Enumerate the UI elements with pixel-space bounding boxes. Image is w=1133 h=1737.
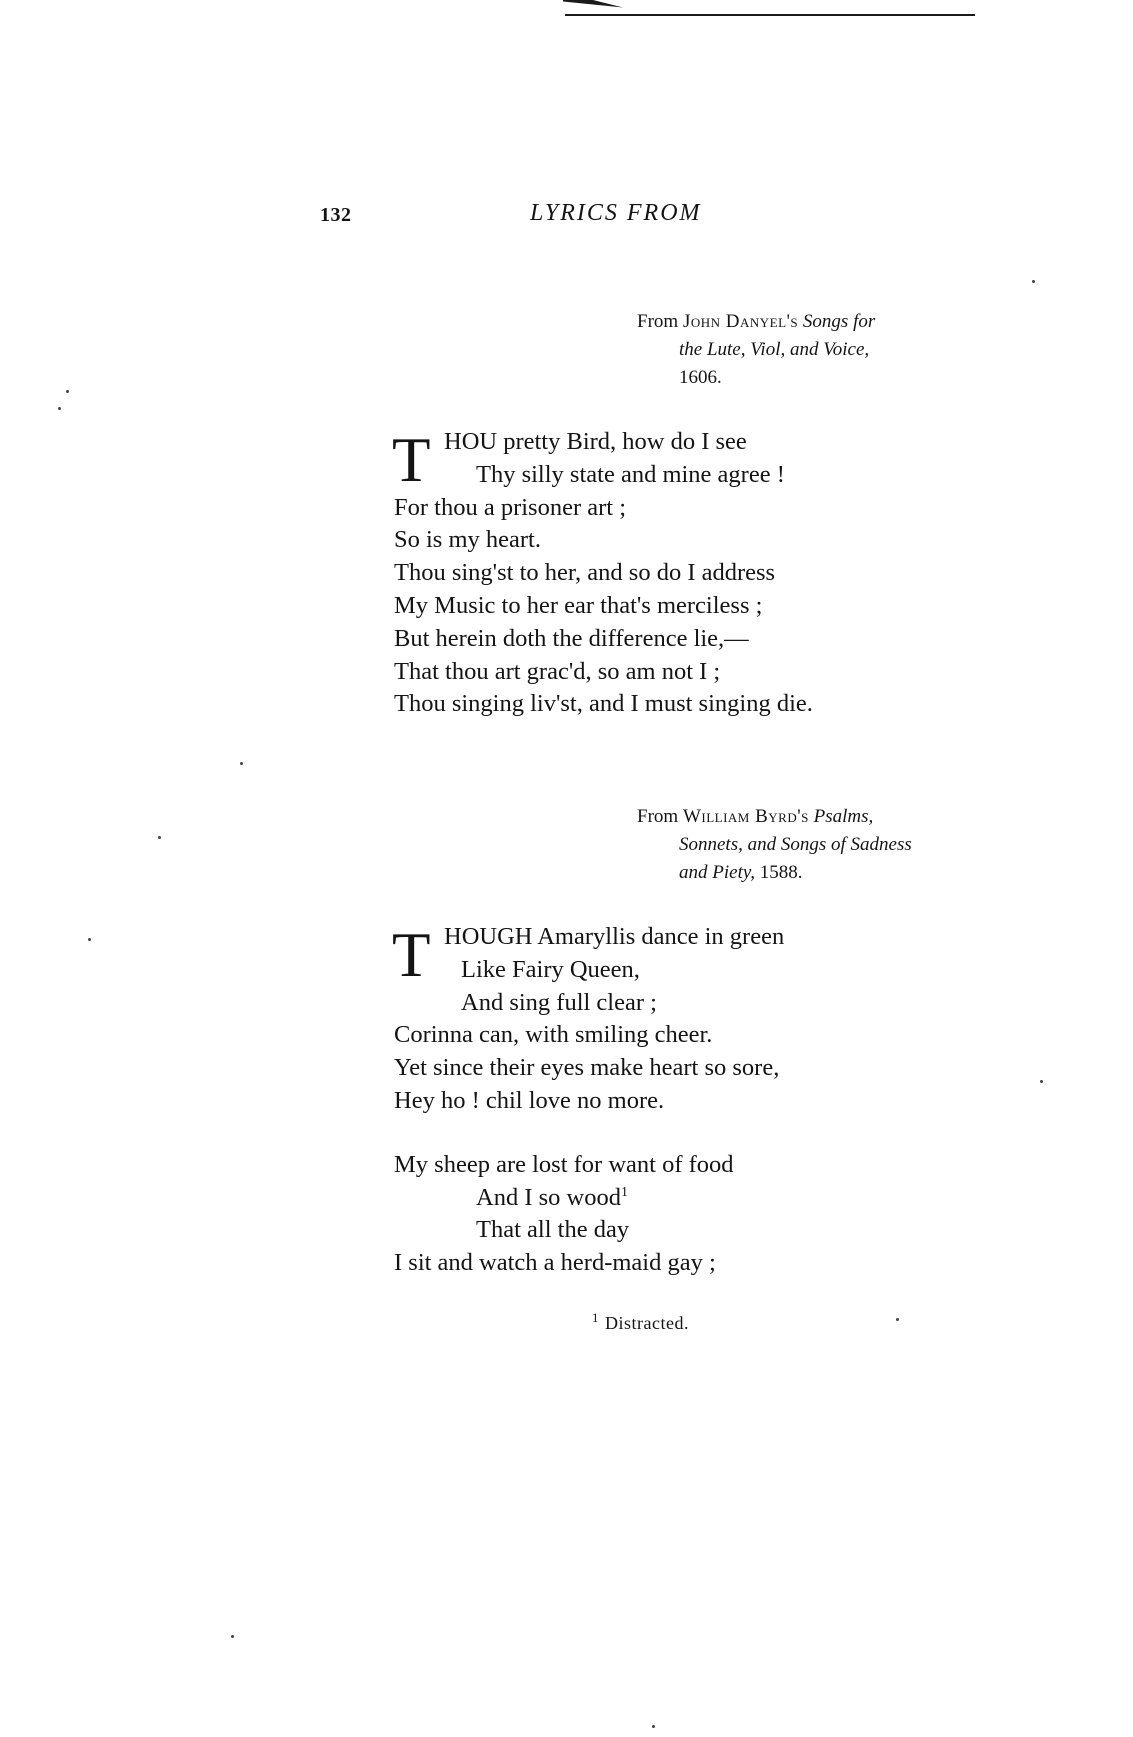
top-edge-rule	[565, 14, 975, 16]
scan-speck	[88, 938, 91, 941]
poem-line: I sit and watch a herd-maid gay ;	[394, 1249, 716, 1277]
source-work: Songs for	[802, 311, 876, 332]
scan-speck	[231, 1635, 234, 1638]
poem-line-with-footnote	[394, 1182, 994, 1215]
scan-speck	[1040, 1080, 1043, 1083]
poem-line: And sing full clear ;	[461, 988, 657, 1016]
drop-cap: T	[392, 920, 431, 990]
poem-line: My sheep are lost for want of food	[394, 1150, 734, 1178]
source-line-1	[637, 308, 997, 336]
poem-line: But herein doth the difference lie,—	[394, 624, 749, 652]
poem-line-text: And I so wood	[476, 1183, 621, 1211]
poem-line: That all the day	[476, 1216, 630, 1244]
scan-speck	[240, 762, 243, 765]
footnote-mark: 1	[592, 1310, 599, 1325]
poem-line: Yet since their eyes make heart so sore,	[394, 1054, 780, 1082]
footnote-text: Distracted.	[605, 1313, 689, 1333]
poem-thou-pretty-bird	[394, 426, 994, 721]
source-year: 1606.	[679, 367, 722, 388]
poem-line: Like Fairy Queen,	[461, 955, 640, 983]
poem-though-amaryllis	[394, 921, 994, 1280]
source-work-continued: the Lute, Viol, and Voice,	[679, 339, 870, 360]
source-work-end: and Piety,	[679, 862, 755, 883]
poem-line: So is my heart.	[394, 526, 541, 554]
poem-line: Thou sing'st to her, and so do I address	[394, 559, 776, 587]
poem-line: HOU pretty Bird, how do I see	[444, 428, 747, 455]
source-author: William Byrd's	[682, 806, 809, 827]
source-year: 1588.	[759, 862, 803, 883]
poem-line: HOUGH Amaryllis dance in green	[444, 923, 785, 950]
scan-speck	[66, 390, 69, 393]
stanza-gap	[394, 1118, 994, 1149]
scan-speck	[1032, 280, 1035, 283]
poem-line: That thou art grac'd, so am not I ;	[394, 657, 721, 685]
source-attribution-byrd	[637, 803, 997, 887]
poem-line: For thou a prisoner art ;	[394, 493, 627, 521]
source-from: From	[637, 806, 679, 827]
source-work: Psalms,	[813, 806, 874, 827]
poem-line: Thy silly state and mine agree !	[476, 460, 785, 488]
poem-line: Corinna can, with smiling cheer.	[394, 1021, 713, 1049]
poem-line: My Music to her ear that's merciless ;	[394, 591, 763, 619]
scan-speck	[896, 1318, 899, 1321]
scan-speck	[158, 836, 161, 839]
drop-cap: T	[392, 425, 431, 495]
source-line-1	[637, 803, 997, 831]
scan-speck	[652, 1725, 655, 1728]
running-head	[0, 200, 1133, 230]
source-line-3	[637, 859, 997, 887]
page-number: 132	[320, 204, 352, 226]
source-work-continued: Sonnets, and Songs of Sadness	[679, 834, 912, 855]
source-from: From	[637, 311, 679, 332]
footnote-ref: 1	[620, 1184, 628, 1200]
source-author: John Danyel's	[682, 311, 799, 332]
poem-line: Hey ho ! chil love no more.	[394, 1086, 665, 1114]
running-title: LYRICS FROM	[530, 200, 702, 226]
scan-speck	[58, 407, 61, 410]
poem-line: Thou singing liv'st, and I must singing die.	[394, 690, 813, 718]
source-attribution-danyel	[637, 308, 997, 392]
footnote	[592, 1310, 689, 1334]
